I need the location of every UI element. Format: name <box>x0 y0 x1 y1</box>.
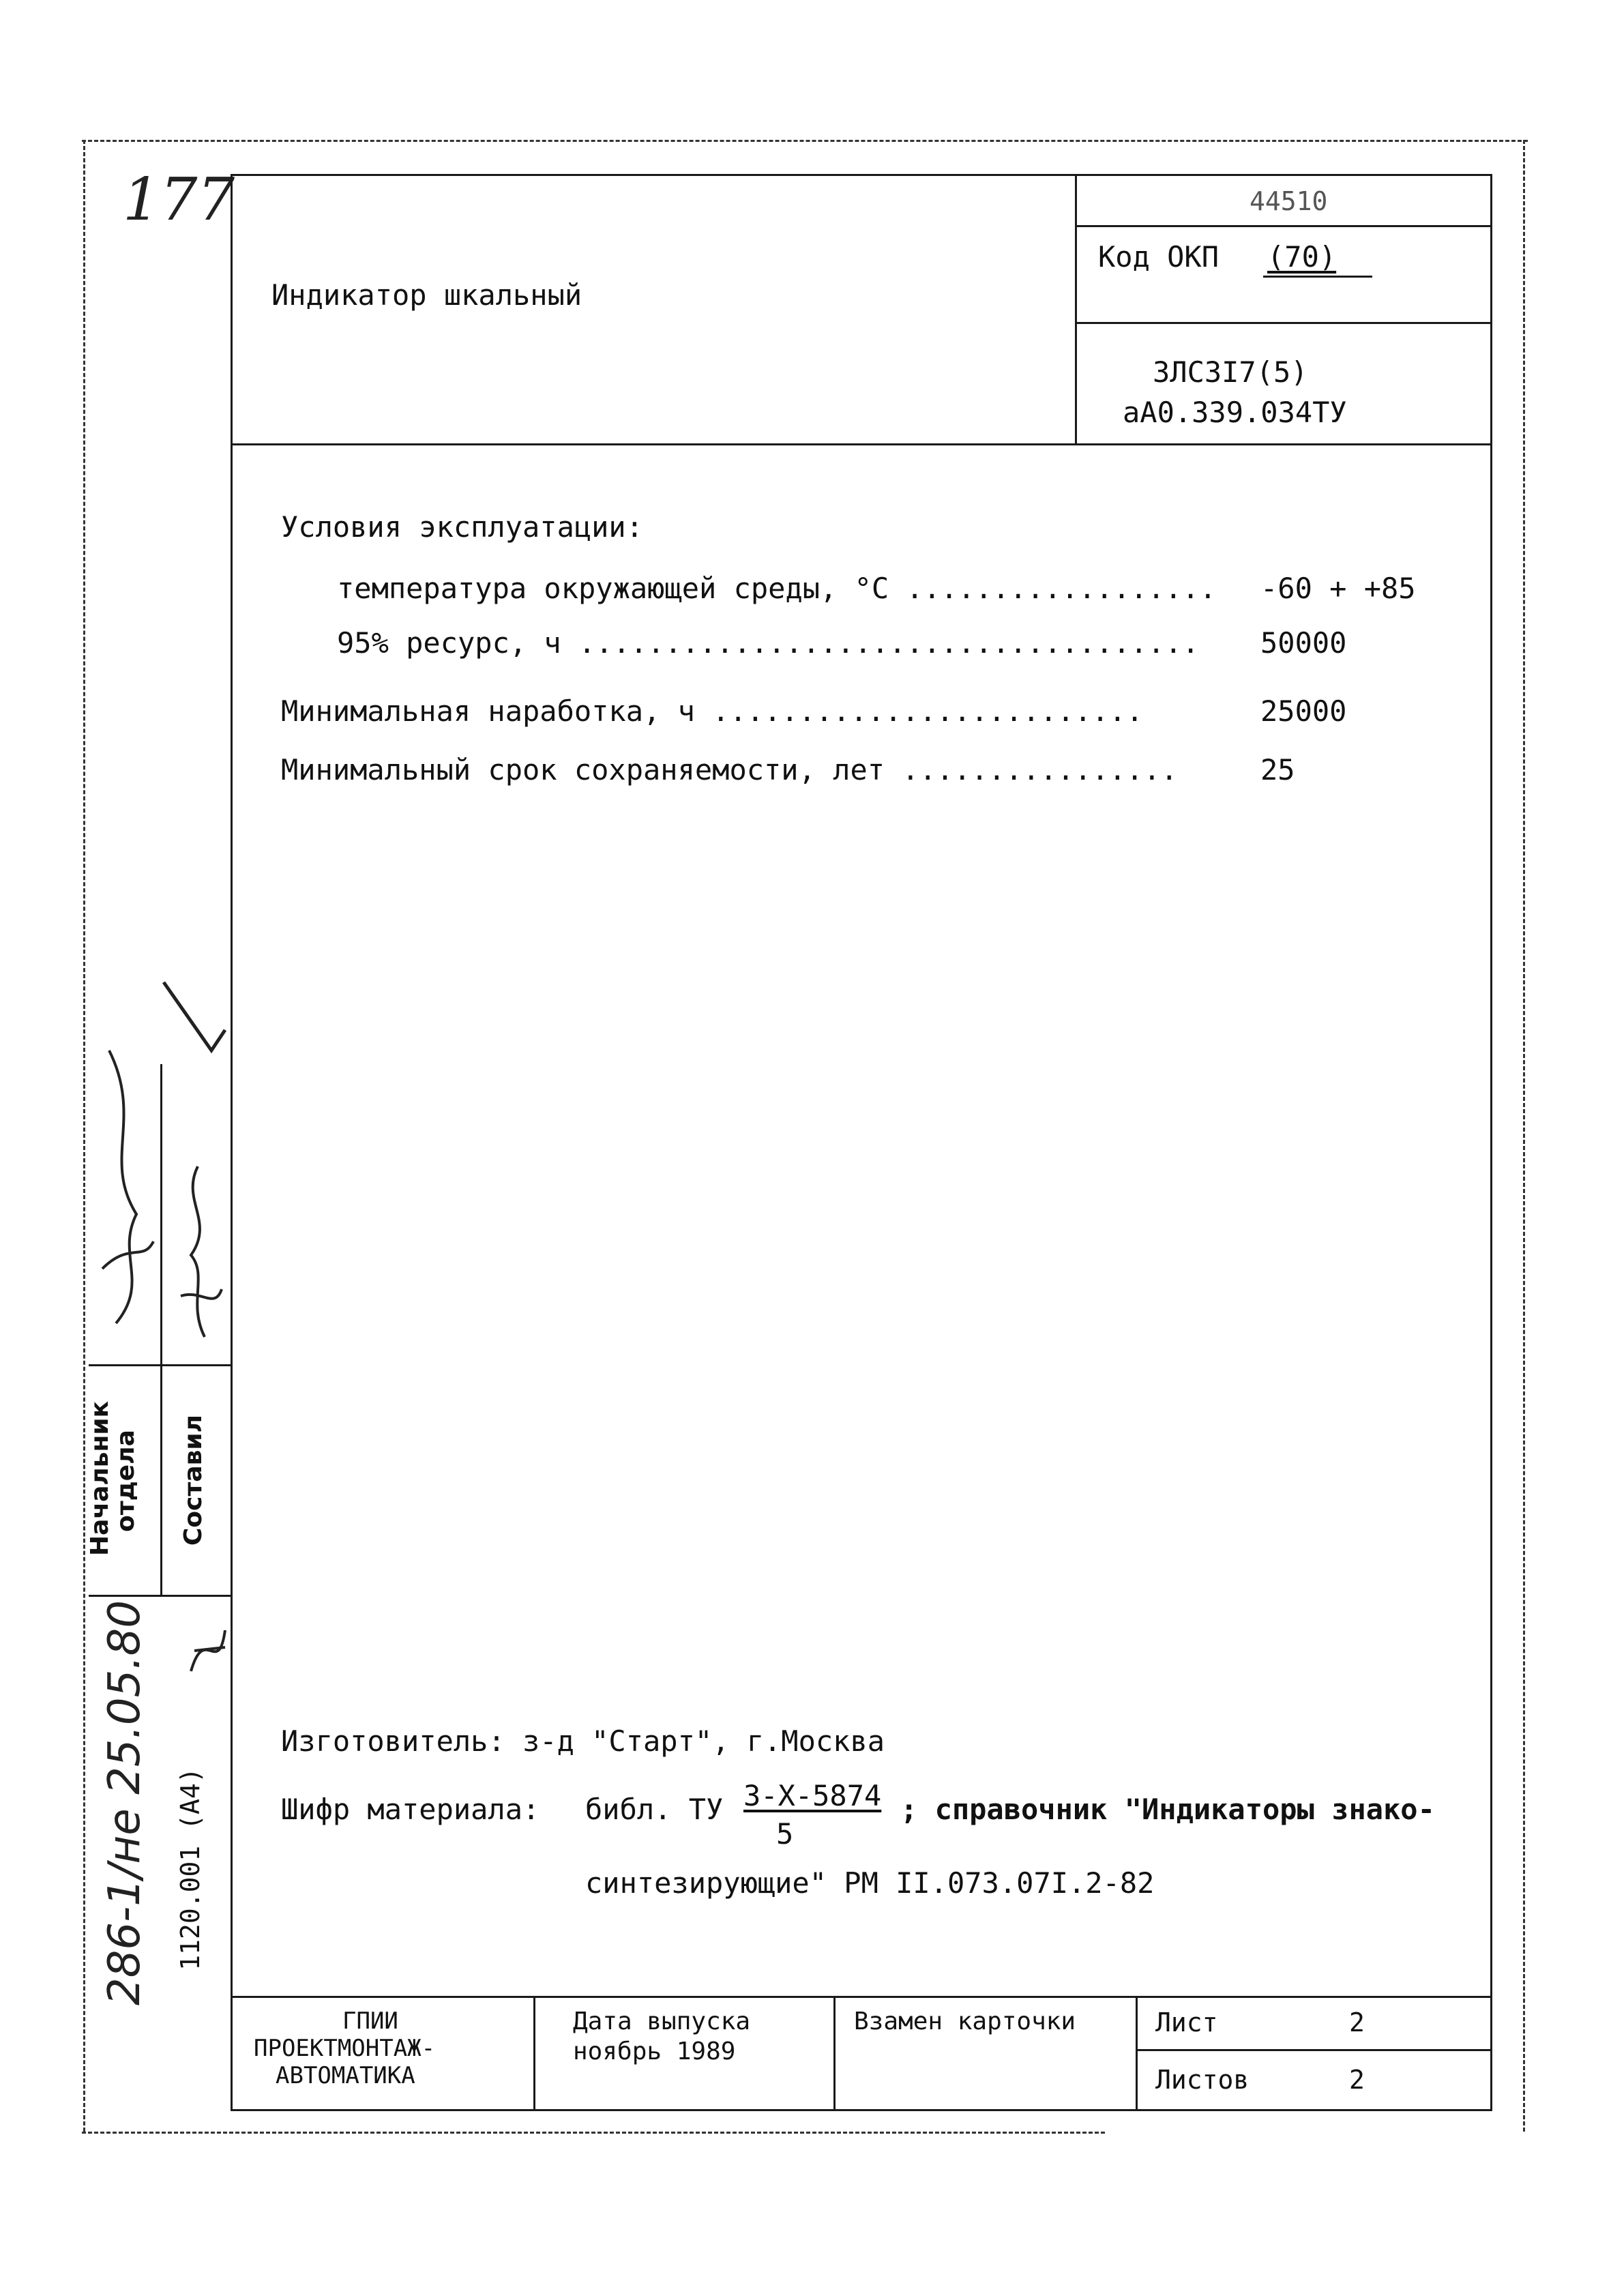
material-label: Шифр материала: <box>281 1793 540 1826</box>
footer-sheets-label: Листов <box>1155 2065 1250 2095</box>
param-operating-time-label: Минимальная наработка, ч ......................... <box>281 694 1144 728</box>
header-row-line-1 <box>1075 225 1492 227</box>
okp-value: (70) <box>1267 240 1337 274</box>
footer-sheet-value: 2 <box>1349 2007 1365 2037</box>
sidebar-line-top <box>89 1364 232 1366</box>
material-denominator: 5 <box>776 1817 794 1851</box>
material-lib: библ. ТУ <box>585 1793 724 1826</box>
param-operating-time-value: 25000 <box>1260 694 1347 728</box>
footer-sheets-value: 2 <box>1349 2065 1365 2095</box>
product-name: Индикатор шкальный <box>271 278 582 312</box>
sheet-top-border <box>82 140 1528 142</box>
footer-divider-2 <box>833 1996 836 2111</box>
header-row-line-2 <box>1075 322 1492 324</box>
footer-sheet-line <box>1136 2049 1492 2051</box>
sheet-left-border <box>83 140 85 2132</box>
sidebar-format-code: 1120.001 (А4) <box>175 1767 205 1971</box>
footer-replaces-label: Взамен карточки <box>854 2007 1076 2035</box>
sidebar-head-line1: Начальник <box>86 1400 114 1556</box>
corner-number: 177 <box>123 166 235 234</box>
sidebar-handwritten-ref: 286-1/не 25.05.80 <box>100 1600 150 2005</box>
material-ref-part2: синтезирующие" РМ ІІ.073.07І.2-82 <box>585 1866 1155 1900</box>
param-shelf-life-value: 25 <box>1260 753 1295 786</box>
conditions-heading: Условия эксплуатации: <box>281 510 644 544</box>
sidebar-head-line2: отдела <box>111 1430 140 1532</box>
condition-temperature-value: -60 + +85 <box>1260 572 1416 605</box>
signature-head-of-department <box>89 1037 164 1357</box>
footer-sheet-label: Лист <box>1155 2007 1218 2037</box>
type-designation: 3ЛС3І7(5) <box>1153 355 1308 389</box>
material-ref-part1: ; справочник "Индикаторы знако- <box>900 1793 1435 1826</box>
material-numerator: 3-Х-5874 <box>743 1779 882 1812</box>
sidebar-composed-label: Составил <box>179 1414 207 1546</box>
signature-bottom <box>184 1610 232 1685</box>
footer-release-label: Дата выпуска <box>573 2007 751 2035</box>
sidebar-head-label <box>86 1400 141 1556</box>
footer-divider-3 <box>1136 1996 1138 2111</box>
check-mark <box>157 975 232 1064</box>
okp-underline <box>1263 276 1372 278</box>
footer-divider-1 <box>533 1996 535 2111</box>
spec-designation: аА0.339.034ТУ <box>1123 396 1347 429</box>
condition-resource-value: 50000 <box>1260 626 1347 660</box>
condition-resource-label: 95% ресурс, ч .................................... <box>337 626 1200 660</box>
header-bottom-line <box>231 443 1492 445</box>
footer-org-line1: ГПИИ <box>342 2007 398 2035</box>
signature-composer <box>167 1160 228 1357</box>
doc-number: 44510 <box>1250 186 1328 216</box>
footer-org-line3: АВТОМАТИКА <box>276 2062 415 2089</box>
header-divider <box>1075 174 1077 443</box>
manufacturer: Изготовитель: з-д "Старт", г.Москва <box>281 1724 885 1758</box>
condition-temperature-label: температура окружающей среды, °С .................. <box>337 572 1217 605</box>
footer-org-line2: ПРОЕКТМОНТАЖ- <box>254 2035 436 2062</box>
okp-label: Код ОКП <box>1098 240 1220 274</box>
sheet-bottom-border <box>82 2132 1105 2134</box>
footer-top-line <box>231 1996 1492 1998</box>
param-shelf-life-label: Минимальный срок сохраняемости, лет ................ <box>281 753 1178 786</box>
sidebar-line-bottom <box>89 1595 232 1597</box>
footer-release-value: ноябрь 1989 <box>573 2037 736 2065</box>
sheet-right-border <box>1523 140 1525 2132</box>
